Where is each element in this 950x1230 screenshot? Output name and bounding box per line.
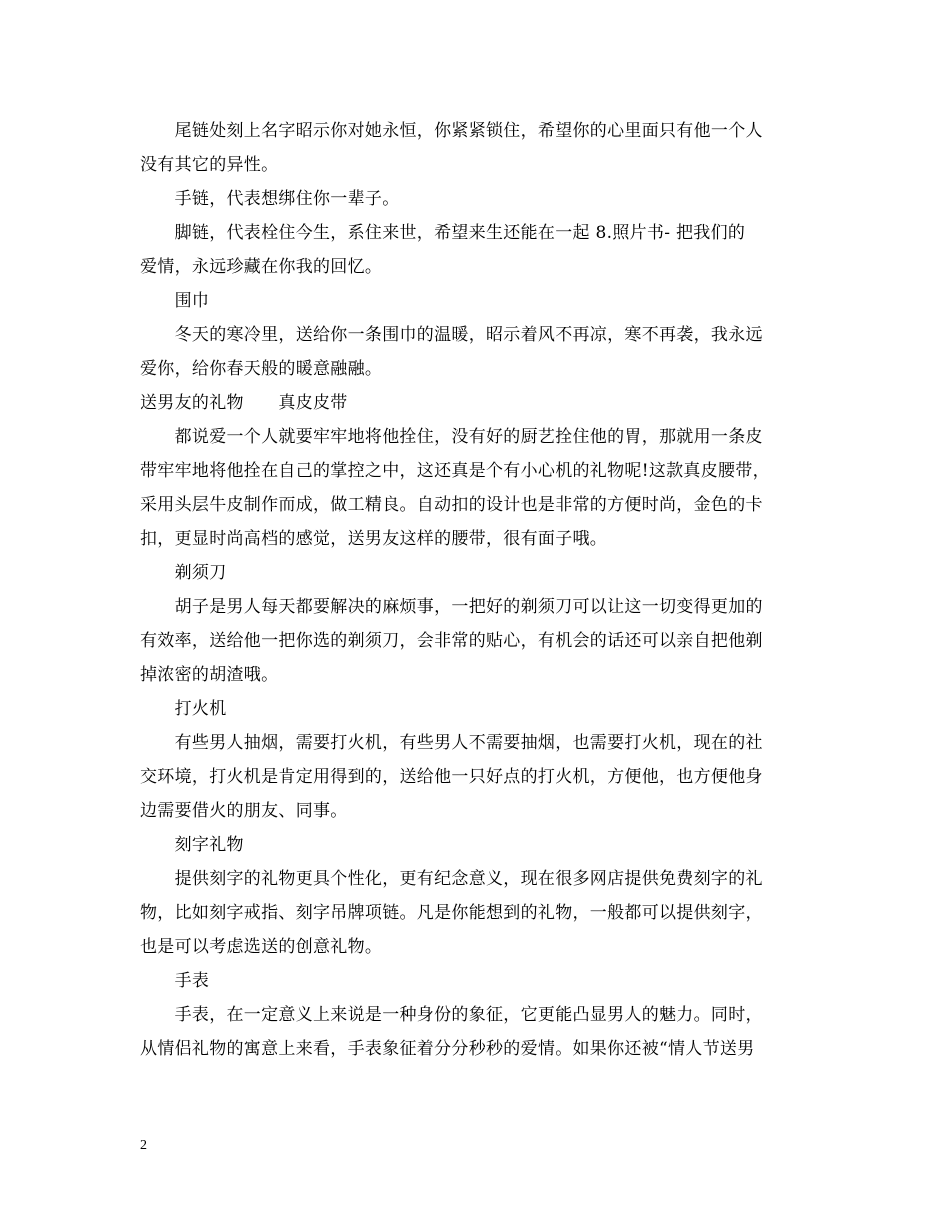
text-line: 没有其它的异性。 <box>140 155 279 175</box>
text-line: 冬天的寒冷里，送给你一条围巾的温暖，昭示着风不再凉，寒不再袭，我永远 <box>140 325 763 345</box>
text-line: 都说爱一个人就要牢牢地将他拴住，没有好的厨艺拴住他的胃，那就用一条皮 <box>140 427 763 447</box>
text-line: 提供刻字的礼物更具个性化，更有纪念意义，现在很多网店提供免费刻字的礼 <box>140 869 763 889</box>
text-line: 手表，在一定意义上来说是一种身份的象征，它更能凸显男人的魅力。同时， <box>140 1005 763 1025</box>
text-line: 扣，更显时尚高档的感觉，送男友这样的腰带，很有面子哦。 <box>140 529 608 549</box>
section-heading: 刻字礼物 <box>140 835 244 855</box>
text-line: 掉浓密的胡渣哦。 <box>140 665 279 685</box>
text-line: 交环境，打火机是肯定用得到的，送给他一只好点的打火机，方便他，也方便他身 <box>140 767 763 787</box>
text-line: 脚链，代表栓住今生，系住来世，希望来生还能在一起 8.照片书- 把我们的 <box>140 223 746 243</box>
text-line: 胡子是男人每天都要解决的麻烦事，一把好的剃须刀可以让这一切变得更加的 <box>140 597 763 617</box>
text-line: 也是可以考虑选送的创意礼物。 <box>140 937 383 957</box>
text-line: 采用头层牛皮制作而成，做工精良。自动扣的设计也是非常的方便时尚，金色的卡 <box>140 495 763 515</box>
text-line: 边需要借火的朋友、同事。 <box>140 801 348 821</box>
section-heading: 手表 <box>140 971 210 991</box>
text-line: 物，比如刻字戒指、刻字吊牌项链。凡是你能想到的礼物，一般都可以提供刻字， <box>140 903 763 923</box>
text-line: 爱你，给你春天般的暖意融融。 <box>140 359 383 379</box>
section-heading: 围巾 <box>140 291 210 311</box>
text-line: 有效率，送给他一把你选的剃须刀，会非常的贴心，有机会的话还可以亲自把他剃 <box>140 631 763 651</box>
section-heading: 剃须刀 <box>140 563 227 583</box>
text-line: 爱情，永远珍藏在你我的回忆。 <box>140 257 383 277</box>
section-heading: 送男友的礼物 真皮皮带 <box>140 393 348 413</box>
page-number: 2 <box>140 1138 147 1153</box>
section-heading: 打火机 <box>140 699 227 719</box>
text-line: 有些男人抽烟，需要打火机，有些男人不需要抽烟，也需要打火机，现在的社 <box>140 733 763 753</box>
text-line: 带牢牢地将他拴在自己的掌控之中，这还真是个有小心机的礼物呢!这款真皮腰带， <box>140 461 770 481</box>
text-line: 尾链处刻上名字昭示你对她永恒，你紧紧锁住，希望你的心里面只有他一个人 <box>140 121 763 141</box>
text-line: 手链，代表想绑住你一辈子。 <box>140 189 400 209</box>
text-line: 从情侣礼物的寓意上来看，手表象征着分分秒秒的爱情。如果你还被“情人节送男 <box>140 1039 755 1059</box>
